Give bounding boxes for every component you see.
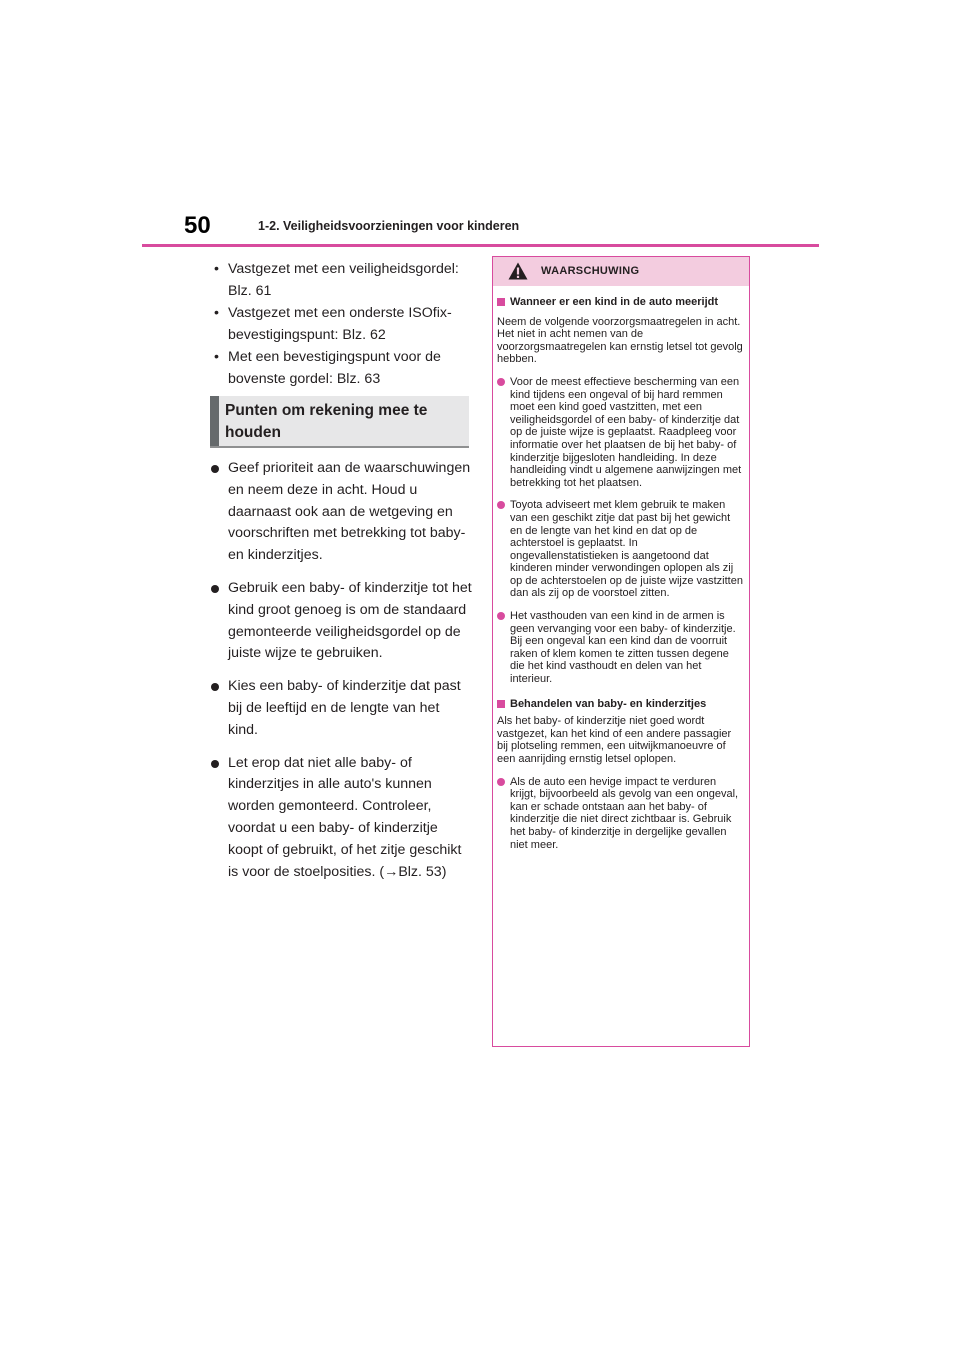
bullet-text: Gebruik een baby- of kinderzitje tot het kind groot genoeg is om de standaard gemonteerde veiligheidsgordel op de juiste wijze te gebruiken. <box>228 579 472 662</box>
bullet-text: Geef prioriteit aan de waarschuwingen en neem deze in acht. Houd u daarnaast ook aan de wetgeving en voorschriften met betrekking tot baby- en kinderzitjes. <box>228 460 471 564</box>
dash-item-text: Vastgezet met een veiligheidsgordel: Blz. 61 <box>228 261 459 299</box>
warning-item <box>497 376 743 489</box>
bullet-dot-icon <box>211 683 219 691</box>
warning-item <box>497 499 743 600</box>
warning-item-text: Als de auto een hevige impact te verduren krijgt, bijvoorbeeld als gevolg van een ongeval, kan er schade ontstaan aan het baby- of kinderzitje die niet direct zichtbaar is. Gebruik het baby- of kinderzitje in dergelijke gevallen niet meer. <box>510 775 739 851</box>
dash-list <box>210 258 472 390</box>
header-rule <box>142 244 819 247</box>
warning-item-text: Voor de meest effectieve bescherming van een kind tijdens een ongeval of bij hard remmen moet een kind goed vastzitten, met een veiligheidsgordel of een baby- of kinderzitje dat op de juiste wijze is geplaatst. Raadpleeg voor informatie over het plaatsen de bij het baby- of kinderzitje bijgesloten handleiding. In deze handleiding vindt u algemene aanwijzingen met betrekking tot het plaatsen. <box>510 375 742 489</box>
pink-bullet-icon <box>497 778 505 786</box>
warning-section-heading <box>497 698 743 711</box>
warning-intro: Als het baby- of kinderzitje niet goed wordt vastgezet, kan het kind of een andere passagier bij plotseling remmen, een uitwijkmanoeuvre of een aanrijding ernstig letsel oplopen. <box>497 715 732 765</box>
section-title: 1-2. Veiligheidsvoorzieningen voor kinderen <box>258 219 520 233</box>
subheading-bar <box>210 396 219 446</box>
bullet-item <box>210 578 472 665</box>
pink-bullet-icon <box>497 501 505 509</box>
bullet-item <box>210 676 472 741</box>
bullet-dot-icon <box>211 465 219 473</box>
subheading-text: Punten om rekening mee te houden <box>225 402 428 441</box>
warning-heading-text: Wanneer er een kind in de auto meerijdt <box>510 296 719 308</box>
dash-list-item: • Vastgezet met een veiligheidsgordel: Blz. 61 <box>214 261 459 299</box>
warning-item-text: Het vasthouden van een kind in de armen is geen vervanging voor een baby- of kinderzitje. Bij een ongeval kan een kind dan de voorruit raken of klem komen te zitten tussen degene die het kind vasthoudt en delen van het interieur. <box>510 610 736 686</box>
bullet-dot-icon <box>211 585 219 593</box>
warning-body <box>493 286 749 851</box>
warning-triangle-icon <box>508 262 528 280</box>
warning-item <box>497 776 743 852</box>
warning-header <box>493 257 749 286</box>
bullet-text: Kies een baby- of kinderzitje dat past bij de leeftijd en de lengte van het kind. <box>228 678 461 738</box>
dash-item-text: Met een bevestigingspunt voor de bovenste gordel: Blz. 63 <box>228 349 441 387</box>
pink-bullet-icon <box>497 378 505 386</box>
warning-item <box>497 610 743 686</box>
warning-intro: Neem de volgende voorzorgsmaatregelen in acht. Het niet in acht nemen van de voorzorgsmaatregelen kan ernstig letsel tot gevolg hebben. <box>497 315 743 366</box>
dash-list-item: • Met een bevestigingspunt voor de bovenste gordel: Blz. 63 <box>214 349 441 387</box>
dash-list-container <box>210 258 472 390</box>
warning-heading-text: Behandelen van baby- en kinderzitjes <box>510 697 707 710</box>
dash-list-item: • Vastgezet met een onderste ISOfix-bevestigingspunt: Blz. 62 <box>214 305 452 343</box>
bullet-dot-icon <box>211 760 219 768</box>
warning-box <box>492 256 750 1047</box>
bullet-item <box>210 458 472 567</box>
dash-item-text: Vastgezet met een onderste ISOfix-bevestigingspunt: Blz. 62 <box>228 305 452 343</box>
pink-bullet-icon <box>497 612 505 620</box>
warning-section-heading <box>497 296 743 309</box>
warning-item-text: Toyota adviseert met klem gebruik te maken van een geschikt zitje dat past bij het gewicht en de lengte van het kind en dat op de achterstoel is geplaatst. In ongevallenstatistieken is aangetoond dat kinderen minder verwondingen oplopen als zij op de achterstoelen op de juiste wijze vastzitten dan als zij op de voorstoel zitten. <box>510 499 743 600</box>
warning-label: WAARSCHUWING <box>541 265 640 277</box>
square-bullet-icon <box>497 298 505 306</box>
bullet-list <box>210 458 472 894</box>
page-number: 50 <box>184 212 211 239</box>
bullet-item <box>210 753 472 884</box>
bullet-text: Let erop dat niet alle baby- of kinderzitjes in alle auto's kunnen worden gemonteerd. Controleer, voordat u een baby- of kinderzitje koopt of gebruikt, of het zitje geschikt is voor de stoelposities. (→Blz. 53) <box>228 754 462 880</box>
square-bullet-icon <box>497 700 505 708</box>
subheading-box <box>210 396 469 448</box>
